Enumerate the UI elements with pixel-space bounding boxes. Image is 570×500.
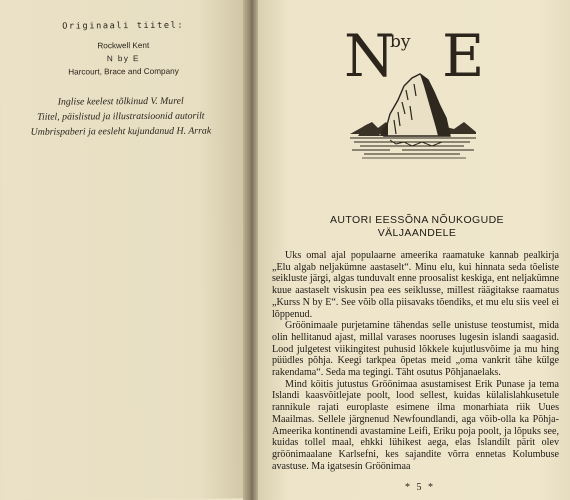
section-title xyxy=(272,214,562,240)
original-author: Rockwell Kent xyxy=(97,40,150,51)
logo-letter-e: E xyxy=(442,22,485,90)
iceberg-illustration xyxy=(350,56,476,162)
translation-credits xyxy=(1,93,241,140)
paragraph: Gröönimaale purjetamine tähendas selle unistuse teostumist, mida olin hellitanud ajast, millal varases nooruses lugesin islandi saagasid. Lood julgetest viikingitest puhusid lõkkele kujutlusvõime ja mu hing püüdles põhja. Keegi tarkpea õpetas meid „oma vankrit tähe külge rakendama“. Seda ma tegingi. Täht osutus Põhjanaelaks. xyxy=(272,320,559,379)
logo-letter-n: N xyxy=(344,22,395,90)
paragraph: Uks omal ajal populaarne ameerika raamatuke kannab pealkirja „Elu algab neljakümne aastaselt“. Minu elu, kui hinnata seda tõeliste seikluste järgi, algas tunduvalt enne proosalist keskiga, ent neljakümne kuue aastaselt viskusin pea ees seiklusse, millest räägitakse raamatus „Kurss N by E“. See võib olla piisavaks tõendiks, et mu elu siis veel ei lõppenud. xyxy=(272,250,559,320)
title-logo xyxy=(344,22,485,162)
book-gutter xyxy=(243,0,259,500)
credit-line-translator: Inglise keelest tõlkinud V. Murel xyxy=(57,95,184,108)
credit-line-illustrations: Tiitel, päislistud ja illustratsioonid autorilt xyxy=(37,110,205,123)
original-publisher: Harcourt, Brace and Company xyxy=(68,66,179,77)
original-title-block xyxy=(0,20,246,79)
section-title-line-1: AUTORI EESSÕNA NÕUKOGUDE xyxy=(330,214,504,226)
credit-line-cover: Umbrispaberi ja eesleht kujundanud H. Arrak xyxy=(30,125,212,138)
foreword-body xyxy=(272,250,559,472)
left-page xyxy=(0,0,249,500)
section-title-line-2: VÄLJAANDELE xyxy=(377,227,457,239)
original-book-title: N by E xyxy=(106,54,140,64)
page-number: * 5 * xyxy=(405,482,435,493)
logo-word-by: by xyxy=(390,32,411,52)
paragraph: Mind köitis jutustus Gröönimaa asustamisest Erik Punase ja tema Islandi kaasvõitlejate poolt, lood sellest, kuidas külalislahkusetule rannikule rajati europlaste esimene ilma monarhiata riik Uues Maailmas. Sellele järgnenud Newfoundlandi, aga võib-olla ka Põhja-Ameerika kontinendi avastamine Leifi, Eriku poja poolt, ja lõpuks see, kuidas tollel maal, ehkki lühikest aega, elas Islandilt pärit olev gröönimaalane Karlsefni, kes sajandite võrra ennetas Kolumbuse avastuse. Ma igatsesin Gröönimaa xyxy=(272,378,559,472)
original-title-label: Originaali tiitel: xyxy=(62,20,185,32)
